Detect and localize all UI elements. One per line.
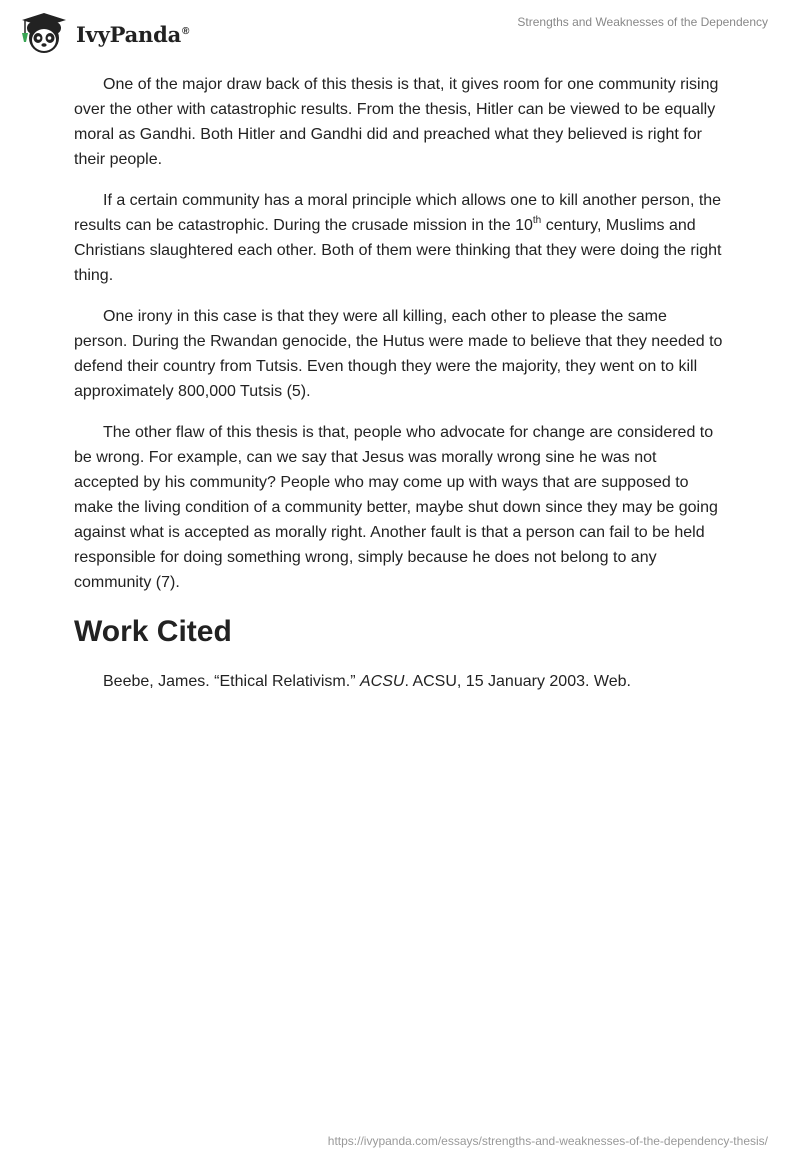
- citation-publication: ACSU: [359, 673, 405, 690]
- panda-graduation-cap-icon: [16, 9, 72, 57]
- page-header: [0, 0, 800, 60]
- ordinal-suffix: th: [532, 214, 542, 226]
- works-cited-heading: Work Cited: [74, 615, 232, 648]
- citation-details: . ACSU, 15 January 2003. Web.: [404, 673, 631, 690]
- document-title: Strengths and Weaknesses of the Dependency: [517, 15, 768, 29]
- paragraph-4: The other flaw of this thesis is that, people who advocate for change are considered to be wrong. For example, can we say that Jesus was morally wrong sine he was not accepted by his community? People who may come up with ways that are supposed to make the living condition of a community better, maybe shut down since they may be going against what is accepted as morally right. Another fault is that a person can fail to be held responsible for doing something wrong, simply because he does not belong to any community (7).: [74, 424, 718, 591]
- essay-content: [74, 72, 724, 694]
- ivypanda-logo[interactable]: [16, 9, 189, 57]
- paragraph-1: One of the major draw back of this thesis is that, it gives room for one community rising over the other with catastrophic results. From the thesis, Hitler can be viewed to be equally moral as Gandhi. Both Hitler and Gandhi did and preached what they believed is right for their people.: [74, 76, 719, 168]
- brand-label: IvyPanda: [76, 21, 182, 47]
- paragraph-2-text-end: century, Muslims and Christians slaughtered each other. Both of them were thinking that they were doing the right thing.: [74, 217, 722, 284]
- citation-author-title: Beebe, James. “Ethical Relativism.”: [103, 673, 360, 690]
- registered-mark: ®: [182, 25, 190, 37]
- paragraph-3: One irony in this case is that they were all killing, each other to please the same person. During the Rwandan genocide, the Hutus were made to believe that they needed to defend their country from Tutsis. Even though they were the majority, they went on to kill approximately 800,000 Tutsis (5).: [74, 308, 723, 400]
- brand-name: [76, 22, 189, 47]
- citation-entry: [74, 669, 724, 694]
- paragraph-2-text-start: If a certain community has a moral principle which allows one to kill another person, the results can be catastrophic. During the crusade mission in the 10: [74, 192, 722, 234]
- paragraph-2: [74, 188, 724, 288]
- source-url[interactable]: https://ivypanda.com/essays/strengths-and-weaknesses-of-the-dependency-thesis/: [327, 1134, 768, 1148]
